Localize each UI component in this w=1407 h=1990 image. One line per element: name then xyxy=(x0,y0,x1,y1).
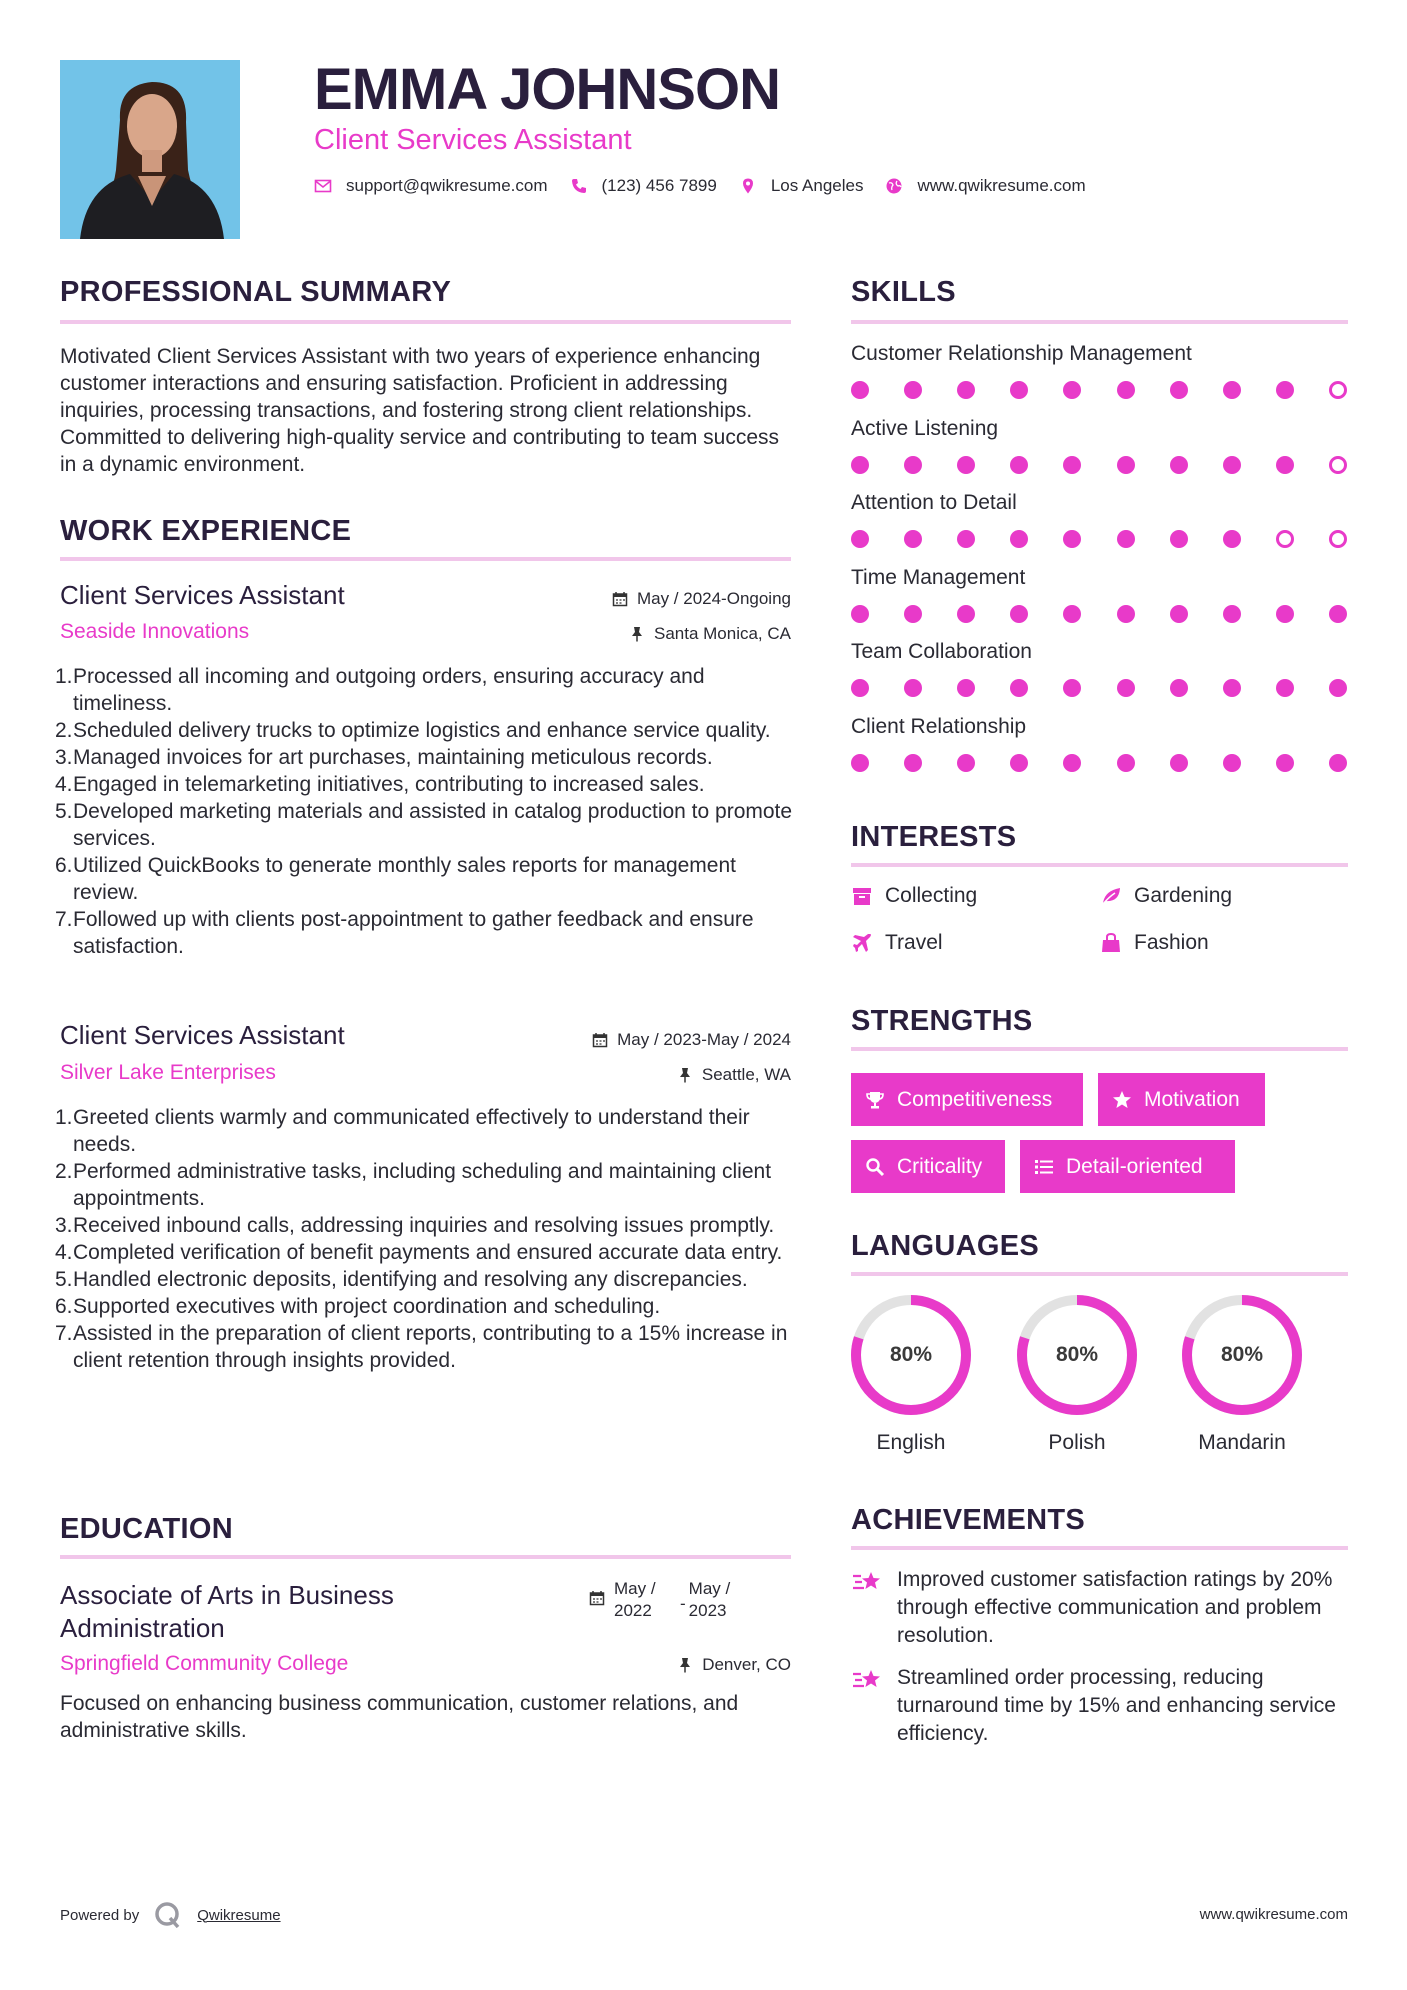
strength-tag xyxy=(851,1073,1083,1126)
language-item xyxy=(849,1293,973,1455)
interest-label: Collecting xyxy=(885,884,978,907)
rating-dot-filled xyxy=(1170,605,1188,623)
education-location-text: Denver, CO xyxy=(702,1655,791,1674)
education-end: May / 2023 xyxy=(688,1579,731,1620)
rating-dot-filled xyxy=(1117,605,1135,623)
language-name: Mandarin xyxy=(1198,1431,1286,1454)
rating-dot-empty xyxy=(1329,456,1347,474)
duty-text: Scheduled delivery trucks to optimize logistics and enhance service quality. xyxy=(73,719,771,742)
language-item xyxy=(1180,1293,1304,1455)
footer-website[interactable]: www.qwikresume.com xyxy=(1199,1906,1348,1923)
rating-dot-filled xyxy=(851,530,869,548)
achievement-item xyxy=(851,1566,1351,1650)
rating-dot-filled xyxy=(851,381,869,399)
skill-name: Time Management xyxy=(851,565,1026,589)
rating-dot-empty xyxy=(1329,381,1347,399)
website-text: www.qwikresume.com xyxy=(917,176,1086,195)
rating-dot-filled xyxy=(1063,381,1081,399)
contact-bar xyxy=(314,176,1108,196)
rating-dot-filled xyxy=(957,605,975,623)
contact-website[interactable] xyxy=(885,176,1085,196)
achievements-divider xyxy=(851,1546,1348,1550)
duty-text: Performed administrative tasks, including scheduling and maintaining client appointments. xyxy=(73,1160,772,1210)
rating-dot-empty xyxy=(1329,530,1347,548)
strengths-divider xyxy=(851,1047,1348,1051)
strength-label: Motivation xyxy=(1144,1087,1240,1111)
strength-tag xyxy=(1020,1140,1235,1193)
education-heading: EDUCATION xyxy=(60,1513,233,1545)
duty-item: 2. Scheduled delivery trucks to optimize logistics and enhance service quality. xyxy=(55,719,771,742)
rating-dot-filled xyxy=(957,456,975,474)
skill-name: Customer Relationship Management xyxy=(851,342,1192,365)
archive-icon xyxy=(851,885,873,907)
rating-dot-filled xyxy=(851,679,869,697)
rating-dot-filled xyxy=(1010,530,1028,548)
skill-rating xyxy=(851,528,1348,550)
plane-icon xyxy=(851,932,873,954)
job-dates xyxy=(592,1030,791,1050)
rating-dot-filled xyxy=(1063,754,1081,772)
duty-item: 6. Utilized QuickBooks to generate monthly sales reports for management review. xyxy=(55,854,736,904)
rating-dot-filled xyxy=(851,605,869,623)
rating-dot-filled xyxy=(904,679,922,697)
education-dates xyxy=(589,1578,747,1622)
languages-divider xyxy=(851,1272,1348,1276)
rating-dot-filled xyxy=(1329,754,1347,772)
envelope-icon xyxy=(314,177,332,195)
interest-item xyxy=(851,931,943,955)
map-pin-icon xyxy=(739,177,757,195)
rating-dot-filled xyxy=(1276,754,1294,772)
list-icon xyxy=(1034,1157,1054,1177)
rating-dot-filled xyxy=(904,605,922,623)
rating-dot-filled xyxy=(1010,754,1028,772)
leaf-icon xyxy=(1100,885,1122,907)
rating-dot-filled xyxy=(1170,530,1188,548)
skills-heading: SKILLS xyxy=(851,276,956,308)
job-dates xyxy=(612,589,791,609)
rating-dot-filled xyxy=(1276,679,1294,697)
duty-item: 5. Developed marketing materials and assisted in catalog production to promote services. xyxy=(55,800,793,850)
contact-email[interactable] xyxy=(314,176,548,196)
calendar-icon xyxy=(589,1590,605,1606)
rating-dot-filled xyxy=(1010,456,1028,474)
contact-location xyxy=(739,176,864,196)
interests-heading: INTERESTS xyxy=(851,821,1017,853)
rating-dot-filled xyxy=(1170,456,1188,474)
rating-dot-filled xyxy=(1223,381,1241,399)
pushpin-icon xyxy=(677,1067,693,1083)
rating-dot-filled xyxy=(1117,754,1135,772)
rating-dot-filled xyxy=(1010,605,1028,623)
duty-item: 2. Performed administrative tasks, including scheduling and maintaining client appointments. xyxy=(55,1160,772,1210)
interest-label: Travel xyxy=(885,931,943,954)
education-description: Focused on enhancing business communication, customer relations, and administrative skills. xyxy=(60,1692,739,1742)
duty-item: 1. Processed all incoming and outgoing orders, ensuring accuracy and timeliness. xyxy=(55,665,705,715)
skills-divider xyxy=(851,320,1348,324)
rating-dot-filled xyxy=(1063,530,1081,548)
duty-item: 7. Followed up with clients post-appointment to gather feedback and ensure satisfaction. xyxy=(55,908,754,958)
duty-text: Received inbound calls, addressing inquiries and resolving issues promptly. xyxy=(73,1214,775,1237)
strength-tag xyxy=(1098,1073,1265,1126)
rating-dot-filled xyxy=(904,754,922,772)
rating-dot-filled xyxy=(1010,381,1028,399)
summary-text: Motivated Client Services Assistant with two years of experience enhancing customer interactions and ensuring satisfaction. Proficient in addressing inquiries, processing transactions, and fostering strong client relationships. Committed to delivering high-quality service and contributing to team success in a dynamic environment. xyxy=(60,345,780,476)
rating-dot-filled xyxy=(1170,381,1188,399)
footer-powered-by xyxy=(60,1900,281,1930)
summary-divider xyxy=(60,320,791,324)
rating-dot-filled xyxy=(1170,754,1188,772)
shooting-star-icon xyxy=(851,1568,885,1598)
rating-dot-filled xyxy=(957,754,975,772)
language-percent: 80% xyxy=(889,1343,933,1366)
experience-divider xyxy=(60,557,791,561)
rating-dot-filled xyxy=(1276,381,1294,399)
job-title: Client Services Assistant xyxy=(60,1020,345,1050)
rating-dot-filled xyxy=(1063,605,1081,623)
rating-dot-filled xyxy=(1010,679,1028,697)
summary-heading: PROFESSIONAL SUMMARY xyxy=(60,276,452,308)
duty-text: Managed invoices for art purchases, maintaining meticulous records. xyxy=(73,746,713,769)
contact-phone[interactable] xyxy=(570,176,717,196)
interest-label: Fashion xyxy=(1134,931,1209,954)
strength-tag xyxy=(851,1140,1005,1193)
duty-item: 6. Supported executives with project coordination and scheduling. xyxy=(55,1295,661,1318)
shopping-bag-icon xyxy=(1100,932,1122,954)
skill-name: Attention to Detail xyxy=(851,491,1017,515)
education-start: May / 2022 xyxy=(614,1579,656,1620)
rating-dot-filled xyxy=(1063,679,1081,697)
rating-dot-filled xyxy=(957,381,975,399)
duty-text: Completed verification of benefit payments and ensured accurate data entry. xyxy=(73,1241,783,1264)
interest-item xyxy=(1100,931,1209,955)
rating-dot-filled xyxy=(1276,456,1294,474)
shooting-star-icon xyxy=(851,1666,885,1696)
interest-item xyxy=(1100,884,1232,908)
interest-item xyxy=(851,884,977,908)
interests-divider xyxy=(851,863,1348,867)
duty-text: Assisted in the preparation of client reports, contributing to a 15% increase in client retention through insights provided. xyxy=(73,1322,788,1372)
job-dates-text: May / 2024-Ongoing xyxy=(636,589,791,608)
rating-dot-filled xyxy=(1117,530,1135,548)
rating-dot-filled xyxy=(1223,456,1241,474)
rating-dot-filled xyxy=(1223,754,1241,772)
rating-dot-filled xyxy=(1170,679,1188,697)
achievement-text: Streamlined order processing, reducing turnaround time by 15% and enhancing service efficiency. xyxy=(897,1666,1336,1745)
language-percent: 80% xyxy=(1220,1343,1264,1366)
pushpin-icon xyxy=(677,1657,693,1673)
job-company: Seaside Innovations xyxy=(60,620,250,643)
job-company: Silver Lake Enterprises xyxy=(60,1061,276,1084)
qwikresume-logo-icon xyxy=(153,1900,183,1930)
rating-dot-filled xyxy=(851,754,869,772)
skill-name: Active Listening xyxy=(851,416,999,440)
candidate-role: Client Services Assistant xyxy=(314,124,632,156)
duty-text: Supported executives with project coordination and scheduling. xyxy=(73,1295,661,1318)
rating-dot-filled xyxy=(1223,679,1241,697)
school-name: Springfield Community College xyxy=(60,1652,349,1675)
skill-name: Client Relationship xyxy=(851,715,1027,738)
email-text: support@qwikresume.com xyxy=(346,176,548,195)
candidate-name: EMMA JOHNSON xyxy=(314,57,780,122)
rating-dot-filled xyxy=(904,530,922,548)
duty-item: 4. Completed verification of benefit payments and ensured accurate data entry. xyxy=(55,1241,783,1264)
language-name: Polish xyxy=(1048,1431,1106,1454)
rating-dot-filled xyxy=(1223,530,1241,548)
duty-item: 5. Handled electronic deposits, identifying and resolving any discrepancies. xyxy=(55,1268,748,1291)
search-icon xyxy=(865,1157,885,1177)
language-name: English xyxy=(876,1431,946,1454)
rating-dot-filled xyxy=(957,679,975,697)
skill-rating xyxy=(851,752,1348,774)
strength-label: Criticality xyxy=(897,1154,983,1178)
achievement-text: Improved customer satisfaction ratings by 20% through effective communication and problem resolution. xyxy=(897,1568,1333,1647)
rating-dot-filled xyxy=(1117,679,1135,697)
star-icon xyxy=(1112,1090,1132,1110)
strength-label: Competitiveness xyxy=(897,1087,1053,1111)
duty-text: Processed all incoming and outgoing orders, ensuring accuracy and timeliness. xyxy=(73,665,705,715)
trophy-icon xyxy=(865,1090,885,1110)
duty-item: 4. Engaged in telemarketing initiatives, contributing to increased sales. xyxy=(55,773,705,796)
job-location-text: Seattle, WA xyxy=(701,1065,791,1084)
globe-icon xyxy=(885,177,903,195)
job-dates-text: May / 2023-May / 2024 xyxy=(617,1030,791,1049)
phone-icon xyxy=(570,177,588,195)
duty-item: 3. Received inbound calls, addressing inquiries and resolving issues promptly. xyxy=(55,1214,775,1237)
education-divider xyxy=(60,1555,791,1559)
rating-dot-filled xyxy=(851,456,869,474)
rating-dot-filled xyxy=(1223,605,1241,623)
rating-dot-empty xyxy=(1276,530,1294,548)
skill-rating xyxy=(851,603,1348,625)
duty-text: Developed marketing materials and assisted in catalog production to promote services. xyxy=(73,800,793,850)
job-location xyxy=(629,624,791,644)
rating-dot-filled xyxy=(904,381,922,399)
duty-text: Greeted clients warmly and communicated effectively to understand their needs. xyxy=(73,1106,750,1156)
language-percent: 80% xyxy=(1055,1343,1099,1366)
duty-text: Utilized QuickBooks to generate monthly sales reports for management review. xyxy=(73,854,736,904)
rating-dot-filled xyxy=(1117,381,1135,399)
duty-text: Followed up with clients post-appointment to gather feedback and ensure satisfaction. xyxy=(73,908,754,958)
rating-dot-filled xyxy=(1329,679,1347,697)
pushpin-icon xyxy=(629,626,645,642)
strength-label: Detail-oriented xyxy=(1066,1154,1203,1178)
rating-dot-filled xyxy=(957,530,975,548)
calendar-icon xyxy=(612,591,628,607)
phone-text: (123) 456 7899 xyxy=(601,176,717,195)
education-location xyxy=(677,1655,791,1675)
powered-by-label: Powered by xyxy=(60,1906,140,1924)
skill-rating xyxy=(851,677,1348,699)
degree-title: Associate of Arts in Business Administration xyxy=(60,1580,394,1643)
duty-text: Handled electronic deposits, identifying and resolving any discrepancies. xyxy=(73,1268,748,1291)
experience-heading: WORK EXPERIENCE xyxy=(60,515,352,547)
skill-rating xyxy=(851,454,1348,476)
duty-item: 7. Assisted in the preparation of client reports, contributing to a 15% increase in client retention through insights provided. xyxy=(55,1322,788,1372)
brand-link[interactable]: Qwikresume xyxy=(197,1906,281,1924)
rating-dot-filled xyxy=(1117,456,1135,474)
duty-item: 3. Managed invoices for art purchases, maintaining meticulous records. xyxy=(55,746,713,769)
languages-heading: LANGUAGES xyxy=(851,1230,1039,1262)
strengths-heading: STRENGTHS xyxy=(851,1005,1033,1037)
rating-dot-filled xyxy=(904,456,922,474)
job-location-text: Santa Monica, CA xyxy=(653,624,791,643)
language-item xyxy=(1015,1293,1139,1455)
duty-text: Engaged in telemarketing initiatives, contributing to increased sales. xyxy=(73,773,705,796)
skill-name: Team Collaboration xyxy=(851,640,1032,664)
job-duties xyxy=(55,1104,800,1374)
rating-dot-filled xyxy=(1276,605,1294,623)
job-duties xyxy=(55,663,795,960)
achievement-item xyxy=(851,1664,1351,1748)
interest-label: Gardening xyxy=(1134,884,1233,907)
profile-photo xyxy=(60,60,240,239)
calendar-icon xyxy=(592,1032,608,1048)
duty-item: 1. Greeted clients warmly and communicated effectively to understand their needs. xyxy=(55,1106,750,1156)
rating-dot-filled xyxy=(1063,456,1081,474)
skill-rating xyxy=(851,379,1348,401)
job-location xyxy=(677,1065,791,1085)
location-text: Los Angeles xyxy=(770,176,864,195)
achievements-heading: ACHIEVEMENTS xyxy=(851,1504,1086,1536)
rating-dot-filled xyxy=(1329,605,1347,623)
date-separator: - xyxy=(680,1594,686,1613)
job-title: Client Services Assistant xyxy=(60,580,345,610)
